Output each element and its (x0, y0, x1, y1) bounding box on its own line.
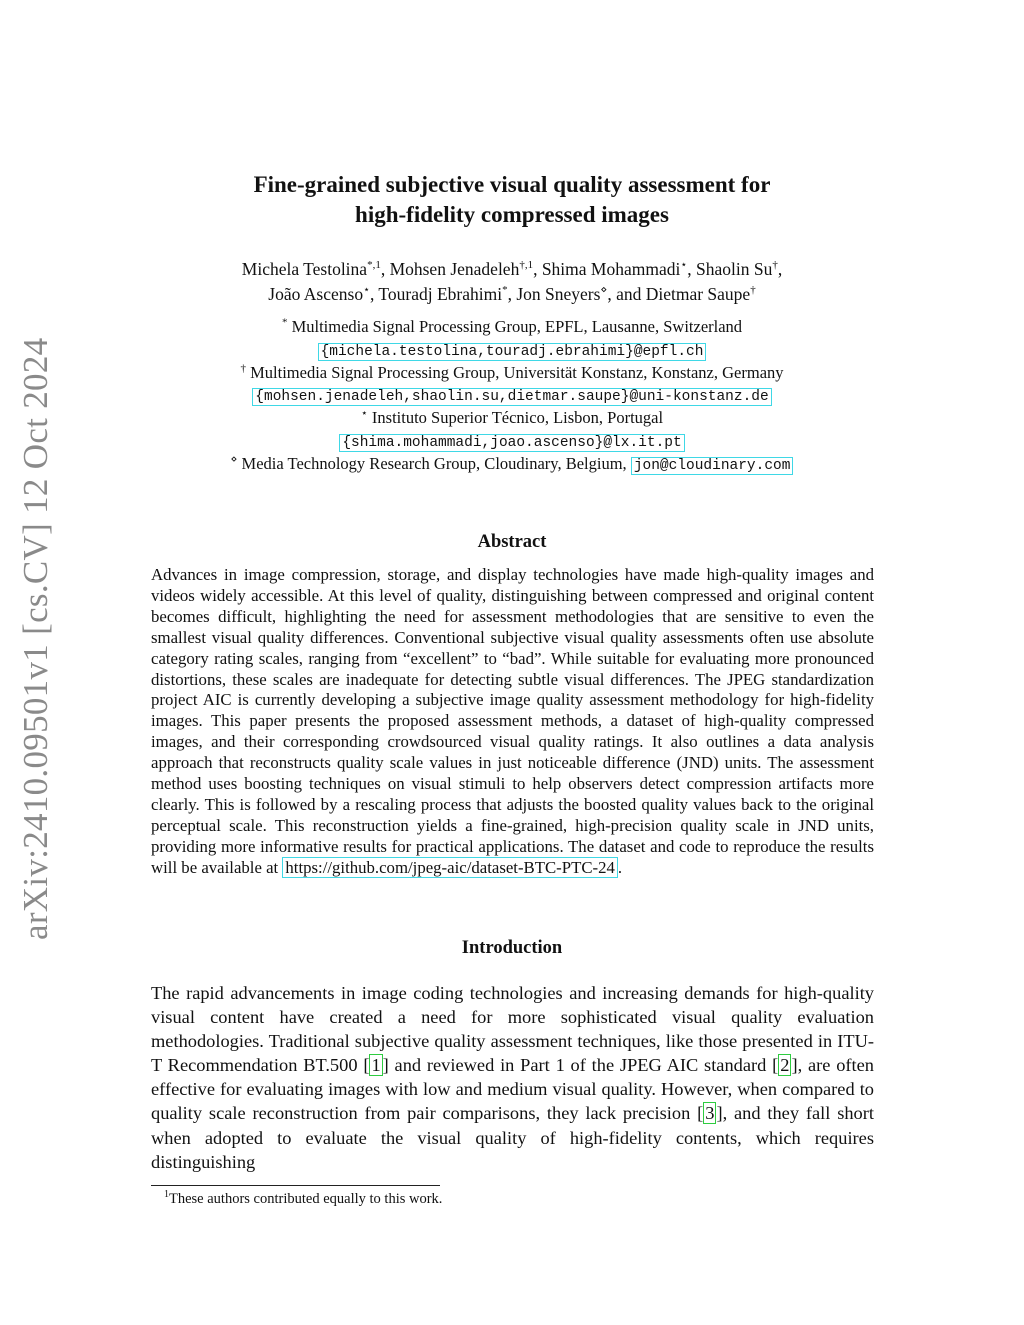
email-line (150, 339, 874, 362)
affiliation-mark: * (281, 316, 288, 329)
intro-text: and reviewed in Part 1 of the JPEG AIC standard (388, 1055, 773, 1076)
abstract-end: . (617, 857, 623, 877)
paper-title (150, 170, 874, 230)
affiliation-text: Multimedia Signal Processing Group, Universität Konstanz, Konstanz, Germany (245, 362, 784, 382)
intro-text: The rapid advancements in image coding technologies and increasing demands for high-quality visual content have created a need for more sophisticated visual quality evaluation methodologies. Traditional subjective quality assessment techniques, like those presented in ITU-T Recommendation BT.500 (151, 983, 874, 1076)
author-mark: † (772, 259, 778, 272)
author-mark: ⋆ (363, 284, 370, 297)
author-mark: † (750, 284, 756, 297)
title-line-1: Fine-grained subjective visual quality assessment for (253, 172, 771, 197)
footnote-rule (151, 1185, 440, 1186)
author-separator: , (533, 259, 542, 279)
author-line-1 (150, 257, 874, 282)
author-mark: *,1 (367, 259, 381, 272)
author-separator: , (507, 284, 517, 304)
email-link[interactable]: jon@cloudinary.com (631, 457, 794, 475)
author-separator: , (380, 259, 390, 279)
arxiv-stamp: arXiv:2410.09501v1 [cs.CV] 12 Oct 2024 (16, 337, 55, 940)
email-line (150, 430, 874, 453)
author-name: Jon Sneyers (516, 284, 601, 304)
affiliation-line (150, 362, 874, 385)
author-separator: , (369, 284, 379, 304)
citation-link[interactable]: 1 (371, 1055, 381, 1076)
citation-link[interactable]: 2 (780, 1055, 790, 1076)
title-line-2: high-fidelity compressed images (355, 202, 669, 227)
author-mark: * (502, 284, 508, 297)
affiliation-mark: ⋄ (230, 453, 238, 466)
citation-link[interactable]: 3 (705, 1103, 715, 1124)
affiliation-text: Multimedia Signal Processing Group, EPFL, Lausanne, Switzerland (287, 317, 743, 336)
abstract-heading: Abstract (477, 532, 547, 552)
affiliation-line (150, 407, 874, 430)
abstract-body (151, 565, 874, 879)
footnote-text: These authors contributed equally to this work. (169, 1190, 443, 1207)
email-line (150, 384, 874, 407)
email-link[interactable]: {michela.testolina,touradj.ebrahimi}@epfl.ch (318, 343, 707, 361)
affiliations (150, 316, 874, 476)
author-list (150, 257, 874, 307)
author-name: Shaolin Su (696, 259, 773, 279)
author-name: Michela Testolina (241, 259, 368, 279)
author-name: Dietmar Saupe (645, 284, 751, 304)
author-mark: ⋆ (680, 259, 688, 272)
author-name: Touradj Ebrahimi (378, 284, 503, 304)
author-name: Mohsen Jenadeleh (389, 259, 520, 279)
author-line-2 (150, 282, 874, 307)
affiliation-text: Media Technology Research Group, Cloudinary, Belgium, (237, 453, 631, 473)
intro-text: , are often effective for evaluating images with low and medium visual quality. However, when compared to quality scale reconstruction from pair comparisons, they lack precision (151, 1055, 875, 1124)
affiliation-text: Instituto Superior Técnico, Lisbon, Portugal (367, 408, 664, 428)
footnote (164, 1189, 442, 1208)
abstract-text: Advances in image compression, storage, and display technologies have made high-quality images and videos widely accessible. At this level of quality, distinguishing between compressed and original content becomes difficult, highlighting the need for assessment methodologies that are sensitive to even the smallest visual quality differences. Conventional subjective visual quality assessments often use absolute category rating scales, ranging from “excellent” to “bad”. While suitable for evaluating more pronounced distortions, these scales are inadequate for detecting subtle visual differences. The JPEG standardization project AIC is currently developing a subjective image quality assessment methodology for high-fidelity images. This paper presents the proposed assessment methods, a dataset of high-quality compressed images, and their corresponding crowdsourced visual quality ratings. It also outlines a data analysis approach that reconstructs quality scale values in just noticeable difference (JND) units. The assessment method uses boosting techniques on visual stimuli to help observers detect compression artifacts more clearly. This is followed by a rescaling process that adjusts the boosted quality values back to the original perceptual scale. This reconstruction yields a fine-grained, high-precision quality scale in JND units, providing more informative results for practical applications. The dataset and code to reproduce the results will be available at (151, 565, 874, 877)
dataset-link[interactable]: https://github.com/jpeg-aic/dataset-BTC-PTC-24 (282, 857, 618, 878)
affiliation-mark: † (240, 362, 246, 375)
introduction-heading: Introduction (461, 938, 563, 958)
footnote-mark: 1 (164, 1189, 169, 1200)
affiliation-line (150, 453, 874, 476)
author-name: João Ascenso (268, 284, 364, 304)
introduction-body: The rapid advancements in image coding technologies and increasing demands for high-quality visual content have created a need for more sophisticated visual quality evaluation methodologies. Traditional subjective quality assessment techniques, like those presented in ITU-T Recommendation BT.500 [ 1 ] and reviewed in Part 1 of the JPEG AIC standard [ 2 ], are often effective for evaluating images with low and medium visual quality. However, when compared to quality scale reconstruction from pair comparisons, they lack precision [ 3 ], and they fall short when adopted to evaluate the visual quality of high-fidelity contents, which requires distinguishing (151, 983, 875, 1172)
author-mark: ⋄ (600, 284, 608, 297)
affiliation-mark: ⋆ (360, 407, 368, 420)
affiliation-line (150, 316, 874, 339)
email-link[interactable]: {shima.mohammadi,joao.ascenso}@lx.it.pt (339, 434, 684, 452)
author-separator: , and (607, 284, 646, 304)
author-name: Shima Mohammadi (541, 259, 681, 279)
intro-text: , and they fall short when adopted to evaluate the visual quality of high-fidelity contents, which requires distinguishing (151, 1103, 874, 1172)
author-separator: , (777, 259, 783, 279)
author-separator: , (687, 259, 696, 279)
email-link[interactable]: {mohsen.jenadeleh,shaolin.su,dietmar.saupe}@uni-konstanz.de (252, 388, 771, 406)
author-mark: †,1 (519, 259, 534, 272)
